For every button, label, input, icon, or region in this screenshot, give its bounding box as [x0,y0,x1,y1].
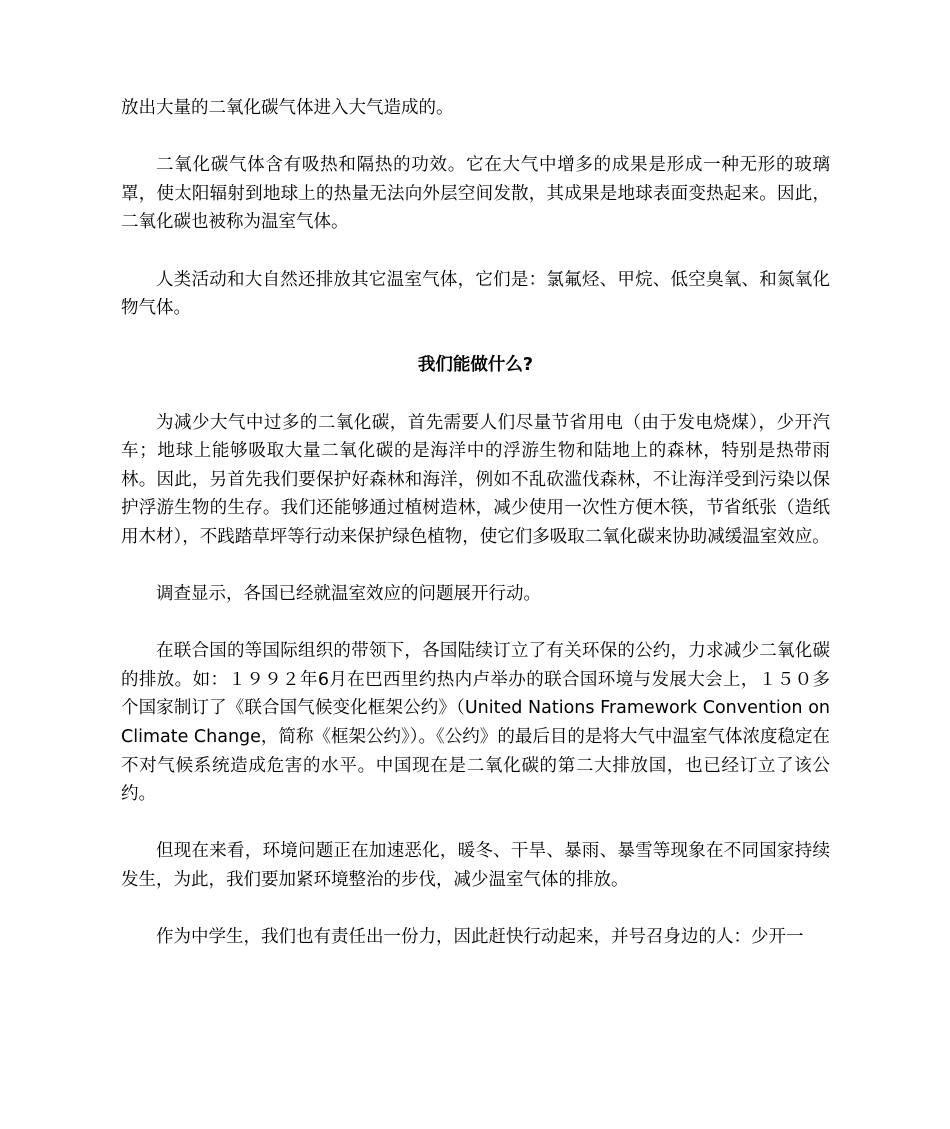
paragraph-un-convention: 在联合国的等国际组织的带领下，各国陆续订立了有关环保的公约，力求减少二氧化碳的排放。如：１９９２年6月在巴西里约热内卢举办的联合国环境与发展大会上，１５０多个国家制订了《联合国气候变化框架公约》（United Nations Framework Convention on Climate Change，简称《框架公约》）。《公约》的最后目的是将大气中温室气体浓度稳定在不对气候系统造成危害的水平。中国现在是二氧化碳的第二大排放国，也已经订立了该公约。 [121,641,830,805]
paragraph-environment-worsening: 但现在来看，环境问题正在加速恶化，暖冬、干旱、暴雨、暴雪等现象在不同国家持续发生，为此，我们要加紧环境整治的步伐，减少温室气体的排放。 [121,841,830,891]
section-heading: 我们能做什么? [417,355,534,376]
document-page [121,94,830,980]
paragraph-reduce-co2: 为减少大气中过多的二氧化碳，首先需要人们尽量节省用电（由于发电烧煤），少开汽车；地球上能够吸取大量二氧化碳的是海洋中的浮游生物和陆地上的森林，特别是热带雨林。因此，另首先我们要保护好森林和海洋，例如不乱砍滥伐森林，不让海洋受到污染以保护浮游生物的生存。我们还能够通过植树造林，减少使用一次性方便木筷，节省纸张（造纸用木材），不践踏草坪等行动来保护绿色植物，使它们多吸取二氧化碳来协助减缓温室效应。 [121,412,830,547]
paragraph-co2-heat: 二氧化碳气体含有吸热和隔热的功效。它在大气中增多的成果是形成一种无形的玻璃罩，使太阳辐射到地球上的热量无法向外层空间发散，其成果是地球表面变热起来。因此，二氧化碳也被称为温室气体。 [121,155,830,233]
paragraph-other-gases: 人类活动和大自然还排放其它温室气体，它们是：氯氟烃、甲烷、低空臭氧、和氮氧化物气体。 [121,269,830,319]
paragraph-students: 作为中学生，我们也有责任出一份力，因此赶快行动起来，并号召身边的人：少开一 [156,927,804,948]
paragraph-continuation: 放出大量的二氧化碳气体进入大气造成的。 [121,98,454,118]
paragraph-survey: 调查显示，各国已经就温室效应的问题展开行动。 [156,584,541,605]
